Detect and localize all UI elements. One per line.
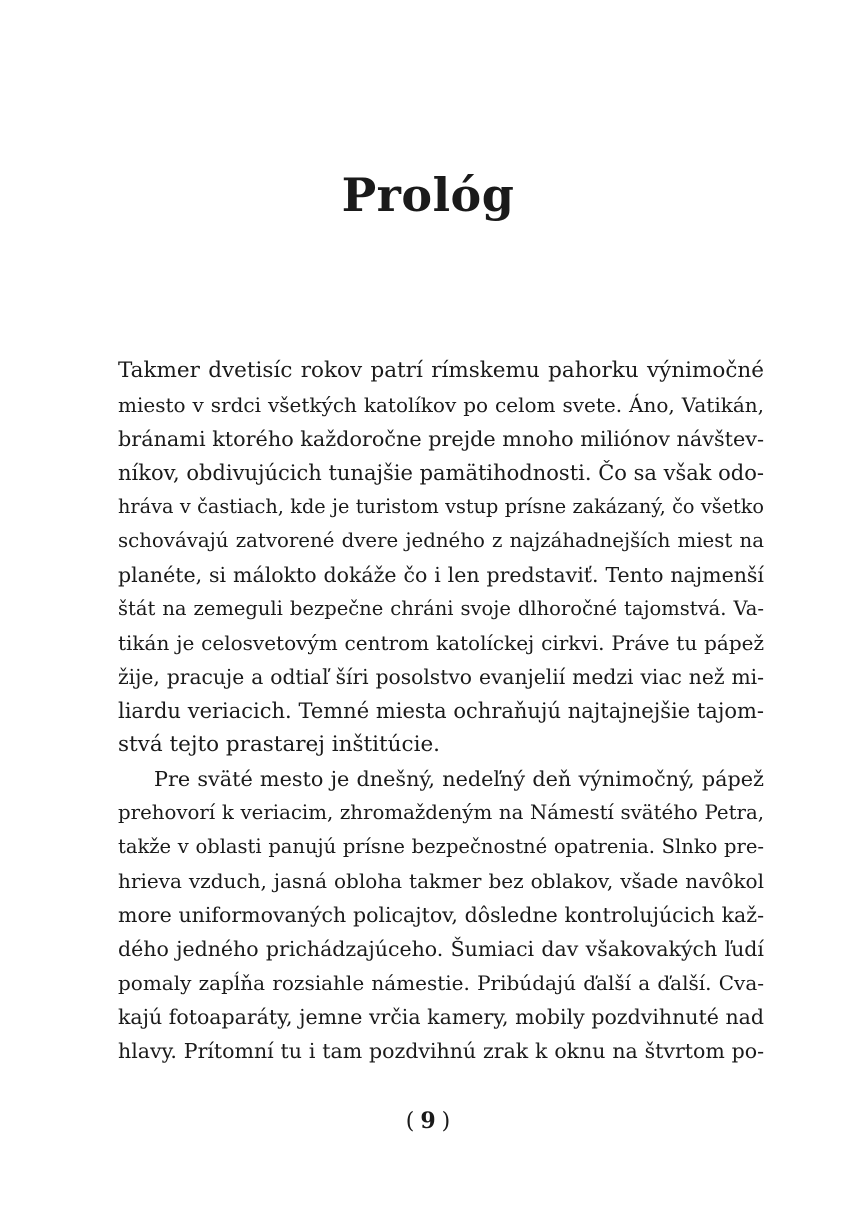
page-number-close-paren: ) (441, 1109, 451, 1134)
text-line: pomaly zapĺňa rozsiahle námestie. Pribúdajú ďalší a ďalší. Cva- (118, 971, 764, 995)
page-number (0, 1106, 856, 1137)
text-line: kajú fotoaparáty, jemne vrčia kamery, mobily pozdvihnuté nad (118, 1005, 764, 1029)
text-line: miesto v srdci všetkých katolíkov po celom svete. Áno, Vatikán, (118, 393, 764, 417)
text-line: Pre sväté mesto je dnešný, nedeľný deň výnimočný, pápež (154, 767, 764, 791)
text-line: štát na zemeguli bezpečne chráni svoje dlhoročné tajomstvá. Va- (118, 597, 764, 620)
text-line: dého jedného prichádzajúceho. Šumiaci dav všakovakých ľudí (118, 937, 764, 961)
text-line: hrieva vzduch, jasná obloha takmer bez oblakov, všade navôkol (118, 869, 764, 893)
text-line: hráva v častiach, kde je turistom vstup prísne zakázaný, čo všetko (118, 495, 764, 518)
chapter-text (118, 354, 764, 1068)
page-number-open-paren: ( (405, 1109, 415, 1134)
text-line: liardu veriacich. Temné miesta ochraňujú najtajnejšie tajom- (118, 699, 764, 723)
text-line: tikán je celosvetovým centrom katolíckej cirkvi. Práve tu pápež (118, 631, 764, 655)
text-line: Takmer dvetisíc rokov patrí rímskemu pahorku výnimočné (118, 358, 764, 383)
page-number-value: 9 (420, 1108, 436, 1134)
text-line: schovávajú zatvorené dvere jedného z najzáhadnejších miest na (118, 529, 764, 552)
text-line: prehovorí k veriacim, zhromaždeným na Námestí svätého Petra, (118, 801, 764, 824)
text-line: planéte, si málokto dokáže čo i len predstaviť. Tento najmenší (118, 563, 764, 587)
text-line: hlavy. Prítomní tu i tam pozdvihnú zrak k oknu na štvrtom po- (118, 1039, 764, 1063)
text-line: žije, pracuje a odtiaľ šíri posolstvo evanjelií medzi viac než mi- (118, 665, 764, 689)
text-line: takže v oblasti panujú prísne bezpečnostné opatrenia. Slnko pre- (118, 835, 764, 858)
text-line: stvá tejto prastarej inštitúcie. (118, 732, 441, 757)
text-line: níkov, obdivujúcich tunajšie pamätihodnosti. Čo sa však odo- (118, 461, 764, 485)
text-line: more uniformovaných policajtov, dôsledne kontrolujúcich kaž- (118, 903, 764, 927)
text-line: bránami ktorého každoročne prejde mnoho miliónov návštev- (118, 427, 764, 451)
chapter-title: Prológ (341, 168, 515, 222)
